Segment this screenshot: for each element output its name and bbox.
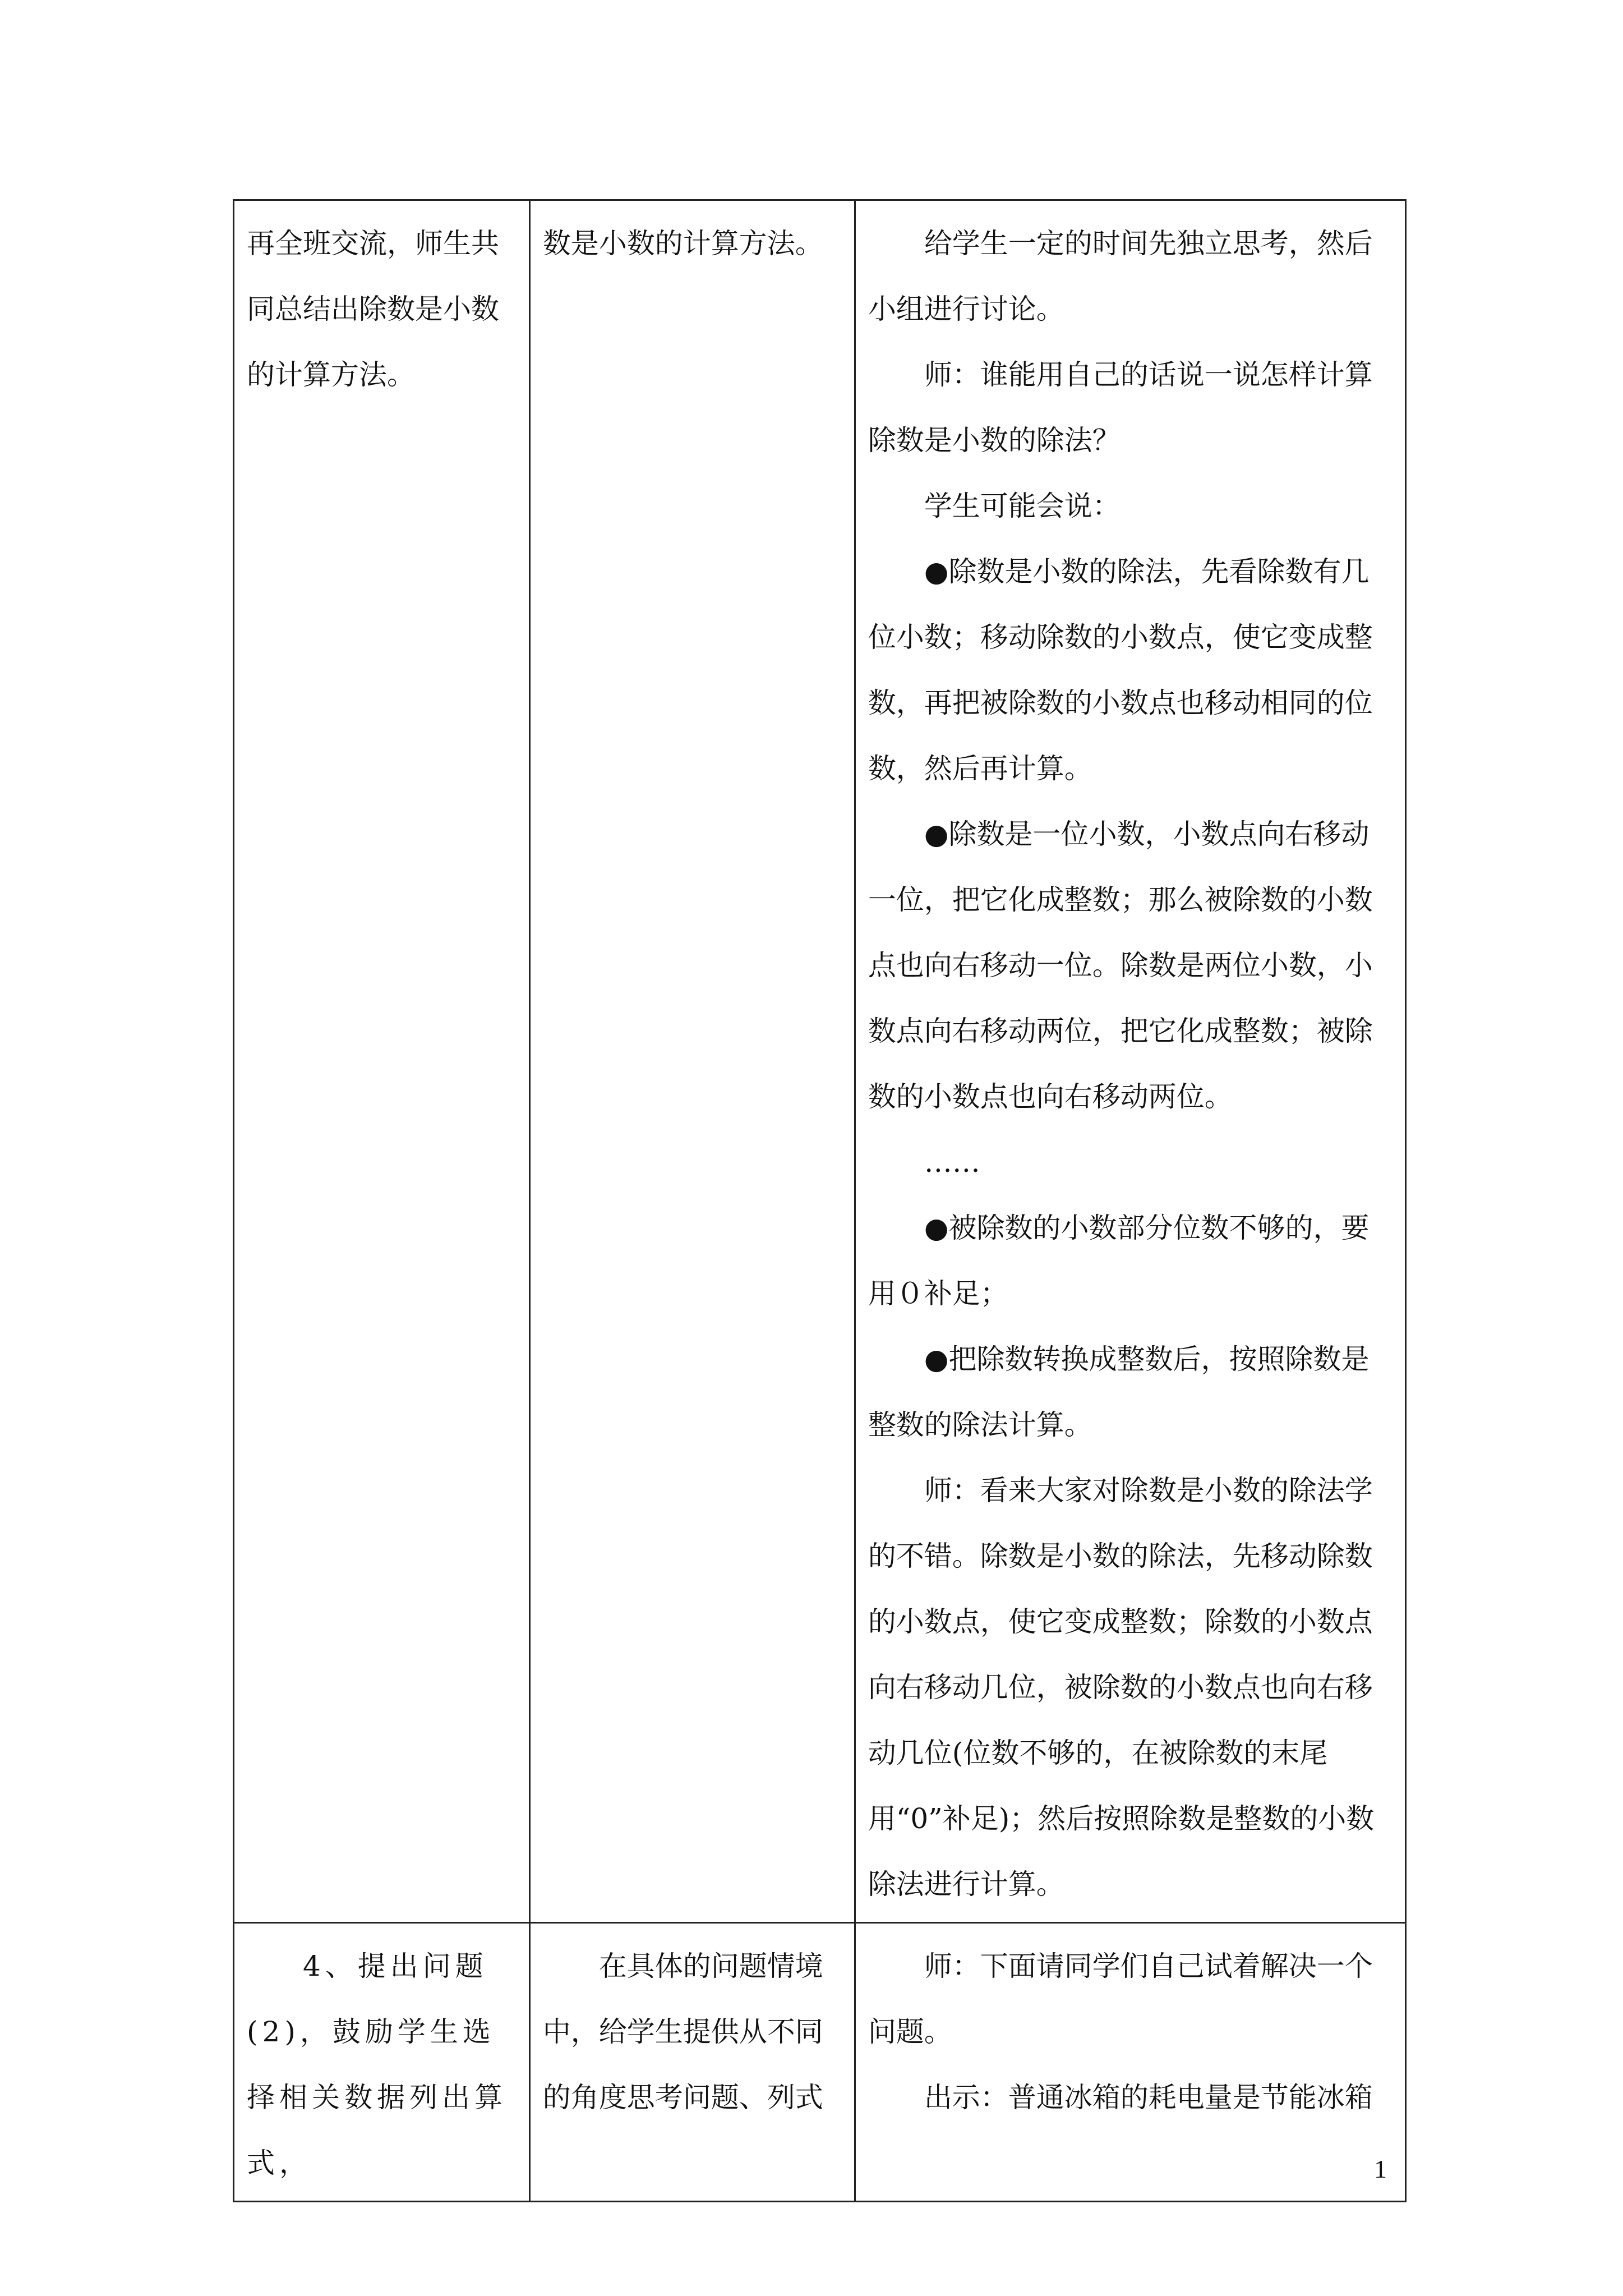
lesson-plan-table: [233, 199, 1407, 2202]
process-paragraph: ……: [924, 1146, 980, 1179]
process-paragraph: ●被除数的小数部分位数不够的，要用０补足；: [868, 1212, 1370, 1310]
process-paragraph: 师：下面请同学们自己试着解决一个问题。: [868, 1950, 1373, 2048]
process-paragraph: 师：谁能用自己的话说一说怎样计算除数是小数的除法？: [868, 358, 1373, 457]
activity-text: 4、提出问题(2)，鼓励学生选择相关数据列出算式，: [247, 1950, 507, 2179]
activity-cell: [234, 1923, 530, 2202]
process-cell: [855, 1923, 1405, 2202]
process-cell: [855, 200, 1405, 1923]
page-number: 1: [1374, 2155, 1387, 2183]
intent-text: 数是小数的计算方法。: [542, 227, 823, 260]
process-paragraph: ●除数是小数的除法，先看除数有几位小数；移动除数的小数点，使它变成整数，再把被除数的小数点也移动相同的位数，然后再计算。: [868, 555, 1373, 785]
intent-cell: [529, 200, 855, 1923]
process-paragraph: ●除数是一位小数，小数点向右移动一位，把它化成整数；那么被除数的小数点也向右移动一位。除数是两位小数，小数点向右移动两位，把它化成整数；被除数的小数点也向右移动两位。: [868, 818, 1373, 1113]
intent-cell: [529, 1923, 855, 2202]
process-paragraph: 师：看来大家对除数是小数的除法学的不错。除数是小数的除法，先移动除数的小数点，使它变成整数；除数的小数点向右移动几位，被除数的小数点也向右移动几位(位数不够的，在被除数的末尾用“0”补足)；然后按照除数是整数的小数除法进行计算。: [868, 1474, 1375, 1901]
process-paragraph: ●把除数转换成整数后，按照除数是整数的除法计算。: [868, 1343, 1370, 1441]
table-row: [234, 1923, 1406, 2202]
process-paragraph: 学生可能会说：: [924, 490, 1121, 522]
process-paragraph: 出示：普通冰箱的耗电量是节能冰箱: [924, 2081, 1373, 2114]
process-paragraph: 给学生一定的时间先独立思考，然后小组进行讨论。: [868, 227, 1373, 325]
activity-cell: [234, 200, 530, 1923]
intent-text: 在具体的问题情境中，给学生提供从不同的角度思考问题、列式: [542, 1950, 823, 2114]
activity-text: 再全班交流，师生共同总结出除数是小数的计算方法。: [247, 227, 499, 391]
table-row: [234, 200, 1406, 1923]
